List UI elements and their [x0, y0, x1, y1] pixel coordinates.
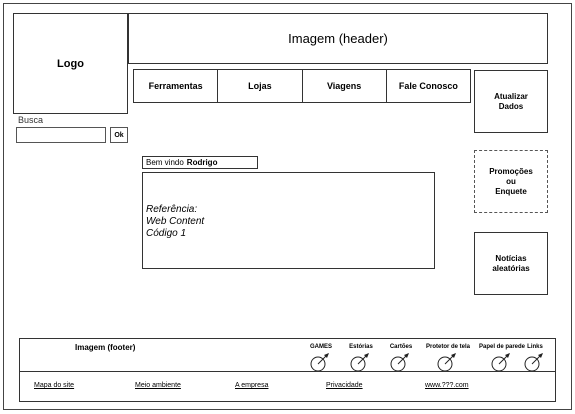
random-news-box[interactable] — [474, 232, 548, 295]
nav-item-lojas[interactable] — [218, 70, 302, 102]
arrow-circle-icon — [437, 352, 459, 372]
side-label: Dados — [498, 101, 524, 111]
footer-item-cartoes[interactable] — [374, 344, 428, 372]
footer-item-label: Links — [527, 344, 543, 350]
footer-image-label: Imagem (footer) — [75, 343, 136, 352]
side-label: Atualizar — [494, 91, 528, 101]
welcome-prefix: Bem vindo — [146, 158, 184, 167]
footer-item-label: Estórias — [349, 344, 373, 350]
footer-item-label: Protetor de tela — [425, 344, 470, 350]
content-line: Referência: — [146, 204, 198, 215]
footer-link-privacy[interactable]: Privacidade — [326, 382, 363, 389]
footer-item-label: Cartões — [389, 344, 413, 350]
nav-item-ferramentas[interactable] — [134, 70, 218, 102]
footer-link-sitemap[interactable]: Mapa do site — [34, 382, 75, 389]
footer-link-website[interactable]: www.???.com — [425, 382, 469, 389]
arrow-circle-icon — [524, 352, 546, 372]
footer-item-label: GAMES — [309, 344, 332, 350]
welcome-user: Rodrigo — [186, 158, 218, 167]
search-button-label: Ok — [114, 131, 124, 139]
nav-item-fale-conosco[interactable] — [387, 70, 470, 102]
arrow-circle-icon — [491, 352, 513, 372]
content-area — [142, 172, 435, 269]
footer-item-protetor-de-tela[interactable] — [421, 344, 475, 372]
logo-label: Logo — [57, 57, 84, 70]
logo[interactable] — [13, 13, 128, 114]
side-label: Enquete — [495, 186, 527, 196]
content-text — [146, 204, 204, 240]
nav-item-viagens[interactable] — [303, 70, 387, 102]
nav-label: Ferramentas — [148, 81, 203, 91]
arrow-circle-icon — [390, 352, 412, 372]
footer — [19, 338, 556, 402]
footer-divider — [20, 371, 555, 372]
footer-item-label: Papel de parede — [478, 344, 526, 350]
arrow-circle-icon — [350, 352, 372, 372]
header-label: Imagem (header) — [288, 31, 388, 46]
footer-link-company[interactable]: A empresa — [235, 382, 269, 389]
welcome-box — [142, 156, 258, 169]
content-line: Código 1 — [146, 228, 187, 239]
header-image — [128, 13, 548, 64]
search-label: Busca — [18, 115, 44, 125]
search-input[interactable] — [16, 127, 106, 143]
nav-label: Lojas — [248, 81, 272, 91]
footer-link-environment[interactable]: Meio ambiente — [135, 382, 181, 389]
main-nav — [133, 69, 471, 103]
search-button[interactable] — [110, 127, 128, 143]
nav-label: Viagens — [326, 81, 362, 91]
side-label: ou — [506, 176, 516, 186]
footer-item-links[interactable] — [515, 344, 555, 372]
update-data-box[interactable] — [474, 70, 548, 133]
side-label: Promoções — [489, 166, 533, 176]
content-line: Web Content — [146, 216, 205, 227]
arrow-circle-icon — [310, 352, 332, 372]
nav-label: Fale Conosco — [398, 81, 458, 91]
promotions-box[interactable] — [474, 150, 548, 213]
side-label: aleatórias — [492, 263, 530, 273]
side-label: Notícias — [495, 253, 527, 263]
